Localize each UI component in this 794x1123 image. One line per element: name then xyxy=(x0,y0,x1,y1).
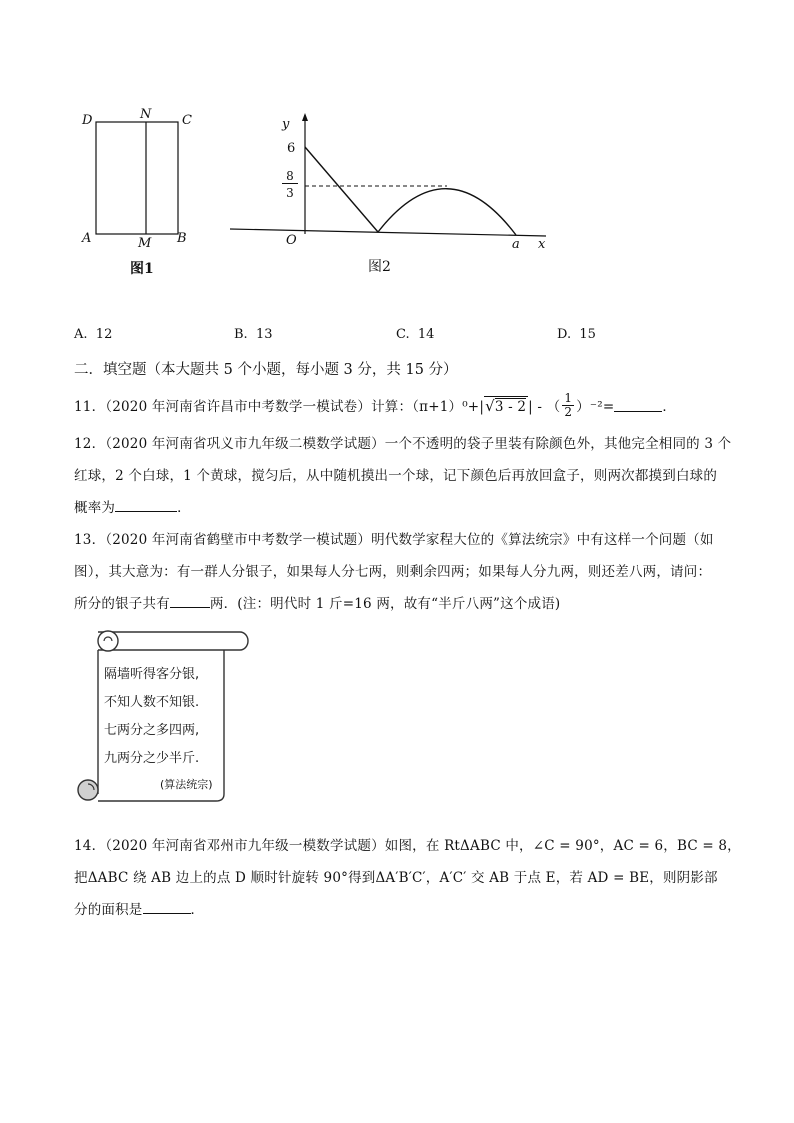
label-six: 6 xyxy=(287,141,296,156)
figure-2-caption: 图2 xyxy=(368,259,391,275)
label-n: N xyxy=(140,107,152,122)
figure-2-graph xyxy=(230,110,560,260)
q12-answer-blank[interactable] xyxy=(115,499,177,512)
option-c-letter: C. xyxy=(396,327,410,342)
label-a-intercept: a xyxy=(512,237,520,252)
option-a-letter: A. xyxy=(74,327,88,342)
option-b xyxy=(234,327,273,342)
option-d-letter: D. xyxy=(557,327,572,342)
label-x: x xyxy=(538,237,546,252)
figure-1-caption: 图1 xyxy=(130,261,154,277)
q11-answer-blank[interactable] xyxy=(614,399,662,412)
q13-line-2: 图），其大意为：有一群人分银子，如果每人分七两，则剩余四两；如果每人分九两，则还差八两，请问： xyxy=(74,564,712,580)
option-a-value: 12 xyxy=(95,327,113,342)
label-c: C xyxy=(182,113,192,128)
q14-line-3-prefix: 分的面积是 xyxy=(74,902,143,918)
option-c xyxy=(396,327,434,342)
option-b-letter: B. xyxy=(234,327,248,342)
option-b-value: 13 xyxy=(255,327,273,342)
q11-frac-num: 1 xyxy=(564,391,573,405)
x-axis xyxy=(230,229,546,236)
scroll-illustration xyxy=(74,628,250,808)
q12-line-3-suffix: ． xyxy=(177,500,191,516)
y-axis-arrow xyxy=(302,113,308,121)
q12-line-2: 红球，2 个白球，1 个黄球，搅匀后，从中随机摸出一个球，记下颜色后再放回盒子，则两次都摸到白球的 xyxy=(74,468,718,484)
descending-segment xyxy=(305,147,378,232)
q11-fraction xyxy=(562,392,574,418)
figure-2 xyxy=(230,110,560,280)
q11-frac-den: 2 xyxy=(564,404,573,419)
frac-denominator: 3 xyxy=(286,186,294,201)
q14-answer-blank[interactable] xyxy=(143,901,191,914)
q11-after-frac: ）⁻²= xyxy=(576,399,615,416)
q14-line-3 xyxy=(74,898,204,918)
section-header: 二．填空题（本大题共 5 个小题，每小题 3 分，共 15 分） xyxy=(74,362,458,378)
scroll-line-3: 七两分之多四两, xyxy=(104,723,200,738)
label-origin: O xyxy=(286,233,297,248)
q12-line-3 xyxy=(74,496,191,516)
q13-line-3-prefix: 所分的银子共有 xyxy=(74,596,170,612)
q11-sqrt-content: 3 - 2 xyxy=(494,398,527,415)
q14-line-3-suffix: ． xyxy=(190,902,205,918)
option-d-value: 15 xyxy=(579,327,596,342)
scroll-line-2: 不知人数不知银. xyxy=(104,695,200,710)
frac-numerator: 8 xyxy=(282,170,298,184)
q13-answer-blank[interactable] xyxy=(170,595,210,608)
q13-line-3 xyxy=(74,592,560,612)
q12-line-1: 12．（2020 年河南省巩义市九年级二模数学试题）一个不透明的袋子里装有除颜色外，其他完全相同的 3 个 xyxy=(74,436,732,452)
q13-line-1: 13．（2020 年河南省鹤壁市中考数学一模试题）明代数学家程大位的《算法统宗》中有这样一个问题（如 xyxy=(74,532,714,548)
option-d xyxy=(557,327,596,342)
q14-line-2: 把ΔABC 绕 AB 边上的点 D 顺时针旋转 90°得到ΔA′B′C′，A′C′ 交 AB 于点 E，若 AD = BE，则阴影部 xyxy=(74,870,718,886)
option-a xyxy=(74,327,112,342)
fraction-eight-thirds xyxy=(282,170,298,200)
label-y: y xyxy=(282,117,290,132)
question-11 xyxy=(74,392,676,418)
option-c-value: 14 xyxy=(417,327,435,342)
scroll-line-4: 九两分之少半斤. xyxy=(104,751,200,766)
label-m: M xyxy=(138,236,152,251)
scroll-top-curl xyxy=(98,631,118,651)
q11-after-abs: | - （ xyxy=(528,399,561,416)
scroll-line-1: 隔墙听得客分银, xyxy=(104,667,200,682)
label-a: A xyxy=(82,231,92,246)
q11-prefix: 11．（2020 年河南省许昌市中考数学一模试卷）计算：（π+1）⁰+| xyxy=(74,399,485,416)
rectangle-abcd xyxy=(96,122,178,234)
parabolic-arc xyxy=(378,189,516,235)
q14-line-1: 14．（2020 年河南省邓州市九年级一模数学试题）如图，在 RtΔABC 中，∠C = 90°，AC = 6，BC = 8， xyxy=(74,838,741,854)
figure-1 xyxy=(70,100,220,290)
q11-sqrt: √3 - 2 xyxy=(485,396,527,415)
q12-line-3-prefix: 概率为 xyxy=(74,500,116,516)
label-d: D xyxy=(82,113,93,128)
scroll-top-roll xyxy=(98,632,248,650)
figure-1-diagram xyxy=(70,100,220,250)
q11-suffix: ． xyxy=(662,399,677,416)
scroll-bottom-curl xyxy=(78,780,98,800)
q13-line-3-suffix: 两．(注：明代时 1 斤=16 两，故有“半斤八两”这个成语) xyxy=(209,596,561,612)
label-b: B xyxy=(177,231,187,246)
scroll-source: (算法统宗) xyxy=(160,778,213,791)
